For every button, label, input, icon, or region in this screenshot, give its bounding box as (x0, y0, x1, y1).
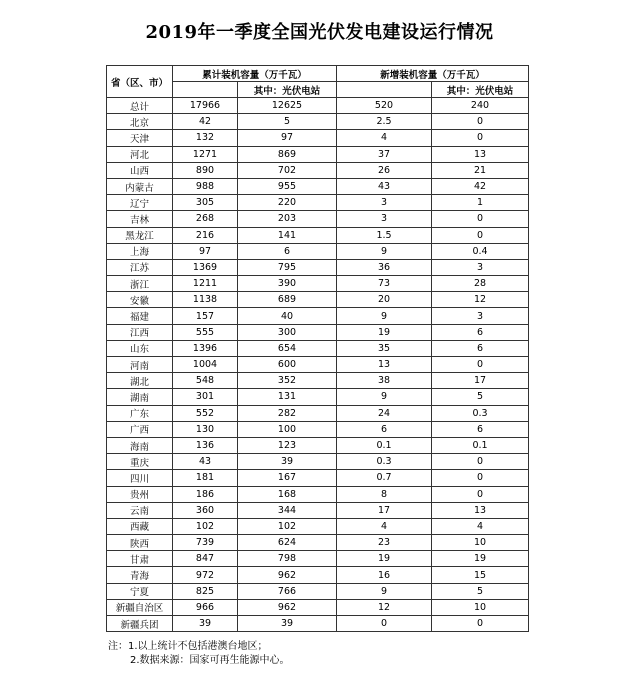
table-row (107, 162, 529, 178)
cumulative-cell: 966 (173, 599, 238, 615)
new-cell: 43 (337, 178, 432, 194)
new-station-cell: 0 (432, 486, 529, 502)
new-station-cell: 0 (432, 227, 529, 243)
cumulative-cell: 42 (173, 114, 238, 130)
new-cell: 23 (337, 535, 432, 551)
cumulative-cell: 305 (173, 195, 238, 211)
new-station-cell: 0 (432, 130, 529, 146)
cumulative-cell: 825 (173, 583, 238, 599)
region-cell: 吉林 (107, 211, 173, 227)
cumulative-cell: 1271 (173, 146, 238, 162)
table-row (107, 421, 529, 437)
cumulative-station-cell: 955 (238, 178, 337, 194)
cumulative-cell: 268 (173, 211, 238, 227)
cumulative-cell: 301 (173, 389, 238, 405)
cumulative-station-cell: 390 (238, 276, 337, 292)
new-cell: 9 (337, 389, 432, 405)
new-cell: 36 (337, 259, 432, 275)
cumulative-cell: 17966 (173, 98, 238, 114)
header-new-station: 其中：光伏电站 (432, 82, 529, 98)
cumulative-station-cell: 141 (238, 227, 337, 243)
cumulative-cell: 552 (173, 405, 238, 421)
cumulative-cell: 972 (173, 567, 238, 583)
table-row (107, 373, 529, 389)
cumulative-cell: 1396 (173, 340, 238, 356)
cumulative-station-cell: 600 (238, 357, 337, 373)
new-station-cell: 13 (432, 146, 529, 162)
cumulative-cell: 890 (173, 162, 238, 178)
new-cell: 26 (337, 162, 432, 178)
new-station-cell: 240 (432, 98, 529, 114)
cumulative-cell: 181 (173, 470, 238, 486)
new-cell: 20 (337, 292, 432, 308)
new-cell: 73 (337, 276, 432, 292)
cumulative-station-cell: 766 (238, 583, 337, 599)
region-cell: 山西 (107, 162, 173, 178)
cumulative-station-cell: 282 (238, 405, 337, 421)
region-cell: 浙江 (107, 276, 173, 292)
pv-capacity-table (106, 65, 529, 632)
cumulative-station-cell: 869 (238, 146, 337, 162)
new-cell: 35 (337, 340, 432, 356)
table-row (107, 551, 529, 567)
cumulative-station-cell: 5 (238, 114, 337, 130)
region-cell: 湖北 (107, 373, 173, 389)
cumulative-cell: 739 (173, 535, 238, 551)
region-cell: 重庆 (107, 454, 173, 470)
footnotes (108, 640, 290, 668)
new-cell: 19 (337, 551, 432, 567)
table-row (107, 486, 529, 502)
table-row (107, 276, 529, 292)
new-cell: 1.5 (337, 227, 432, 243)
table-row (107, 308, 529, 324)
new-cell: 4 (337, 130, 432, 146)
new-station-cell: 6 (432, 421, 529, 437)
table-row (107, 518, 529, 534)
new-cell: 38 (337, 373, 432, 389)
total-row (107, 98, 529, 114)
header-new-blank (337, 82, 432, 98)
new-station-cell: 42 (432, 178, 529, 194)
cumulative-cell: 555 (173, 324, 238, 340)
cumulative-cell: 847 (173, 551, 238, 567)
cumulative-station-cell: 40 (238, 308, 337, 324)
new-cell: 3 (337, 195, 432, 211)
new-cell: 4 (337, 518, 432, 534)
region-cell: 陕西 (107, 535, 173, 551)
region-cell: 新疆自治区 (107, 599, 173, 615)
cumulative-station-cell: 39 (238, 616, 337, 632)
cumulative-station-cell: 131 (238, 389, 337, 405)
cumulative-cell: 130 (173, 421, 238, 437)
cumulative-cell: 360 (173, 502, 238, 518)
table-row (107, 616, 529, 632)
table-row (107, 502, 529, 518)
new-station-cell: 3 (432, 308, 529, 324)
cumulative-station-cell: 300 (238, 324, 337, 340)
table-row (107, 535, 529, 551)
cumulative-cell: 1004 (173, 357, 238, 373)
cumulative-cell: 136 (173, 437, 238, 453)
new-station-cell: 1 (432, 195, 529, 211)
new-cell: 0.3 (337, 454, 432, 470)
new-cell: 16 (337, 567, 432, 583)
table-row (107, 567, 529, 583)
region-cell: 上海 (107, 243, 173, 259)
cumulative-station-cell: 689 (238, 292, 337, 308)
footnote-2: 2.数据来源：国家可再生能源中心。 (130, 655, 290, 666)
new-cell: 0 (337, 616, 432, 632)
region-cell: 北京 (107, 114, 173, 130)
table-row (107, 324, 529, 340)
region-cell: 安徽 (107, 292, 173, 308)
cumulative-cell: 548 (173, 373, 238, 389)
new-station-cell: 5 (432, 389, 529, 405)
table-row (107, 243, 529, 259)
header-cumulative-blank (173, 82, 238, 98)
table-row (107, 454, 529, 470)
table-row (107, 389, 529, 405)
new-station-cell: 17 (432, 373, 529, 389)
cumulative-station-cell: 97 (238, 130, 337, 146)
new-cell: 520 (337, 98, 432, 114)
table-row (107, 114, 529, 130)
header-new-capacity: 新增装机容量（万千瓦） (337, 66, 529, 82)
cumulative-cell: 1369 (173, 259, 238, 275)
cumulative-station-cell: 167 (238, 470, 337, 486)
cumulative-station-cell: 123 (238, 437, 337, 453)
table-body (107, 98, 529, 632)
region-cell: 甘肃 (107, 551, 173, 567)
new-station-cell: 6 (432, 324, 529, 340)
region-cell: 山东 (107, 340, 173, 356)
new-station-cell: 4 (432, 518, 529, 534)
new-station-cell: 3 (432, 259, 529, 275)
cumulative-station-cell: 702 (238, 162, 337, 178)
new-cell: 24 (337, 405, 432, 421)
cumulative-station-cell: 352 (238, 373, 337, 389)
table-row (107, 259, 529, 275)
table-row (107, 211, 529, 227)
cumulative-cell: 157 (173, 308, 238, 324)
new-station-cell: 28 (432, 276, 529, 292)
region-cell: 河南 (107, 357, 173, 373)
region-cell: 云南 (107, 502, 173, 518)
cumulative-cell: 97 (173, 243, 238, 259)
region-cell: 广西 (107, 421, 173, 437)
table-row (107, 292, 529, 308)
table-row (107, 130, 529, 146)
new-cell: 9 (337, 308, 432, 324)
table-row (107, 227, 529, 243)
region-cell: 辽宁 (107, 195, 173, 211)
new-cell: 17 (337, 502, 432, 518)
new-cell: 2.5 (337, 114, 432, 130)
new-station-cell: 0.3 (432, 405, 529, 421)
cumulative-station-cell: 798 (238, 551, 337, 567)
region-cell: 内蒙古 (107, 178, 173, 194)
new-station-cell: 0.4 (432, 243, 529, 259)
page-title: 2019年一季度全国光伏发电建设运行情况 (145, 22, 494, 43)
region-cell: 江西 (107, 324, 173, 340)
new-station-cell: 12 (432, 292, 529, 308)
header-cumulative-station: 其中：光伏电站 (238, 82, 337, 98)
region-cell: 黑龙江 (107, 227, 173, 243)
cumulative-station-cell: 6 (238, 243, 337, 259)
cumulative-station-cell: 344 (238, 502, 337, 518)
table-row (107, 146, 529, 162)
new-cell: 13 (337, 357, 432, 373)
cumulative-cell: 132 (173, 130, 238, 146)
cumulative-cell: 216 (173, 227, 238, 243)
region-cell: 江苏 (107, 259, 173, 275)
new-station-cell: 15 (432, 567, 529, 583)
cumulative-cell: 39 (173, 616, 238, 632)
table-row (107, 340, 529, 356)
new-cell: 12 (337, 599, 432, 615)
new-cell: 3 (337, 211, 432, 227)
new-station-cell: 0 (432, 616, 529, 632)
cumulative-cell: 988 (173, 178, 238, 194)
new-station-cell: 0 (432, 470, 529, 486)
new-cell: 8 (337, 486, 432, 502)
new-cell: 9 (337, 243, 432, 259)
table-row (107, 178, 529, 194)
cumulative-station-cell: 168 (238, 486, 337, 502)
cumulative-cell: 1138 (173, 292, 238, 308)
new-station-cell: 0 (432, 211, 529, 227)
new-cell: 6 (337, 421, 432, 437)
new-cell: 9 (337, 583, 432, 599)
cumulative-station-cell: 100 (238, 421, 337, 437)
cumulative-station-cell: 102 (238, 518, 337, 534)
cumulative-station-cell: 624 (238, 535, 337, 551)
new-station-cell: 21 (432, 162, 529, 178)
new-station-cell: 0 (432, 454, 529, 470)
cumulative-station-cell: 654 (238, 340, 337, 356)
cumulative-station-cell: 39 (238, 454, 337, 470)
table-row (107, 470, 529, 486)
cumulative-cell: 1211 (173, 276, 238, 292)
new-station-cell: 10 (432, 599, 529, 615)
cumulative-station-cell: 962 (238, 567, 337, 583)
new-station-cell: 10 (432, 535, 529, 551)
table-row (107, 357, 529, 373)
region-cell: 河北 (107, 146, 173, 162)
new-cell: 37 (337, 146, 432, 162)
new-cell: 0.7 (337, 470, 432, 486)
table-row (107, 437, 529, 453)
new-station-cell: 0.1 (432, 437, 529, 453)
new-station-cell: 0 (432, 357, 529, 373)
table-row (107, 583, 529, 599)
region-cell: 福建 (107, 308, 173, 324)
cumulative-station-cell: 203 (238, 211, 337, 227)
cumulative-station-cell: 220 (238, 195, 337, 211)
new-station-cell: 5 (432, 583, 529, 599)
footnote-1: 注：1.以上统计不包括港澳台地区； (108, 641, 268, 652)
region-cell: 西藏 (107, 518, 173, 534)
header-region: 省（区、市） (107, 66, 173, 98)
region-cell: 天津 (107, 130, 173, 146)
cumulative-cell: 102 (173, 518, 238, 534)
region-cell: 宁夏 (107, 583, 173, 599)
region-cell: 湖南 (107, 389, 173, 405)
cumulative-station-cell: 962 (238, 599, 337, 615)
header-cumulative-capacity: 累计装机容量（万千瓦） (173, 66, 337, 82)
cumulative-station-cell: 795 (238, 259, 337, 275)
new-cell: 19 (337, 324, 432, 340)
region-cell: 总计 (107, 98, 173, 114)
region-cell: 海南 (107, 437, 173, 453)
region-cell: 四川 (107, 470, 173, 486)
region-cell: 贵州 (107, 486, 173, 502)
new-station-cell: 13 (432, 502, 529, 518)
new-station-cell: 19 (432, 551, 529, 567)
region-cell: 青海 (107, 567, 173, 583)
table-row (107, 599, 529, 615)
cumulative-station-cell: 12625 (238, 98, 337, 114)
region-cell: 广东 (107, 405, 173, 421)
new-cell: 0.1 (337, 437, 432, 453)
cumulative-cell: 43 (173, 454, 238, 470)
new-station-cell: 0 (432, 114, 529, 130)
cumulative-cell: 186 (173, 486, 238, 502)
region-cell: 新疆兵团 (107, 616, 173, 632)
table-row (107, 405, 529, 421)
table-row (107, 195, 529, 211)
new-station-cell: 6 (432, 340, 529, 356)
